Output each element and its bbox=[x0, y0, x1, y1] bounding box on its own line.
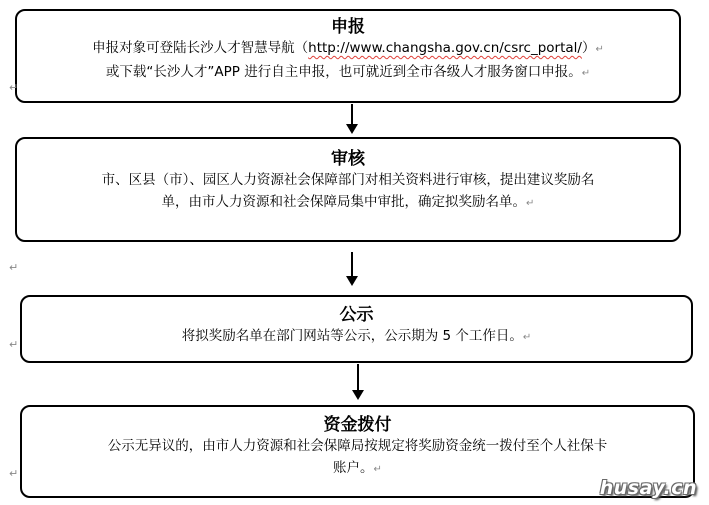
step-body-fund-line1: 公示无异议的，由市人力资源和社会保障局按规定将奖励资金统一拨付至个人社保卡 bbox=[107, 438, 608, 454]
step-body-publicity-line1 bbox=[30, 325, 683, 349]
step-body-fund-line2 bbox=[30, 457, 685, 481]
step-box-publicity bbox=[20, 295, 693, 363]
paragraph-mark-icon: ↵ bbox=[581, 68, 591, 79]
step-body-review-line1: 市、区县（市）、园区人力资源社会保障部门对相关资料进行审核，提出建议奖励名 bbox=[101, 172, 595, 188]
step-title-publicity: 公示 bbox=[339, 305, 374, 325]
apply-text-pre: 申报对象可登陆长沙人才智慧导航（ bbox=[92, 40, 309, 56]
step-body-fund-disbursement bbox=[22, 435, 693, 481]
step-body-review-line2 bbox=[25, 191, 671, 215]
step-title-apply: 申报 bbox=[331, 17, 365, 37]
step-body-review bbox=[17, 169, 679, 215]
arrow-down-icon bbox=[350, 364, 366, 400]
paragraph-mark-icon: ↵ bbox=[9, 338, 19, 351]
paragraph-mark-icon: ↵ bbox=[9, 467, 19, 480]
paragraph-mark-icon: ↵ bbox=[373, 464, 382, 475]
step-title-fund-disbursement: 资金拨付 bbox=[323, 415, 392, 435]
step-body-apply-line1 bbox=[25, 37, 671, 61]
apply-text-post: ） bbox=[581, 40, 596, 56]
step-box-apply bbox=[15, 9, 681, 103]
watermark-logo: husay.cn bbox=[599, 477, 697, 499]
paragraph-mark-icon: ↵ bbox=[595, 44, 604, 55]
step-body-publicity bbox=[22, 325, 691, 349]
arrow-down-icon bbox=[344, 252, 360, 286]
fund-text-line2: 账户。 bbox=[333, 460, 374, 476]
step-body-apply bbox=[17, 37, 679, 85]
paragraph-mark-icon: ↵ bbox=[522, 332, 532, 343]
step-box-fund-disbursement bbox=[20, 405, 695, 498]
publicity-text-line1: 将拟奖励名单在部门网站等公示，公示期为 5 个工作日。 bbox=[181, 328, 523, 344]
paragraph-mark-icon: ↵ bbox=[526, 198, 535, 209]
review-text-line2: 单，由市人力资源和社会保障局集中审批，确定拟奖励名单。 bbox=[161, 194, 527, 210]
apply-text-line2: 或下载“长沙人才”APP 进行自主申报，也可就近到全市各级人才服务窗口申报。 bbox=[105, 64, 582, 80]
paragraph-mark-icon: ↵ bbox=[9, 261, 19, 274]
step-box-review bbox=[15, 137, 681, 242]
step-title-review: 审核 bbox=[331, 149, 365, 169]
step-body-apply-line2 bbox=[25, 61, 671, 85]
portal-url-link[interactable]: http://www.changsha.gov.cn/csrc_portal/ bbox=[308, 40, 582, 56]
paragraph-mark-icon: ↵ bbox=[9, 81, 19, 94]
arrow-down-icon bbox=[344, 104, 360, 134]
